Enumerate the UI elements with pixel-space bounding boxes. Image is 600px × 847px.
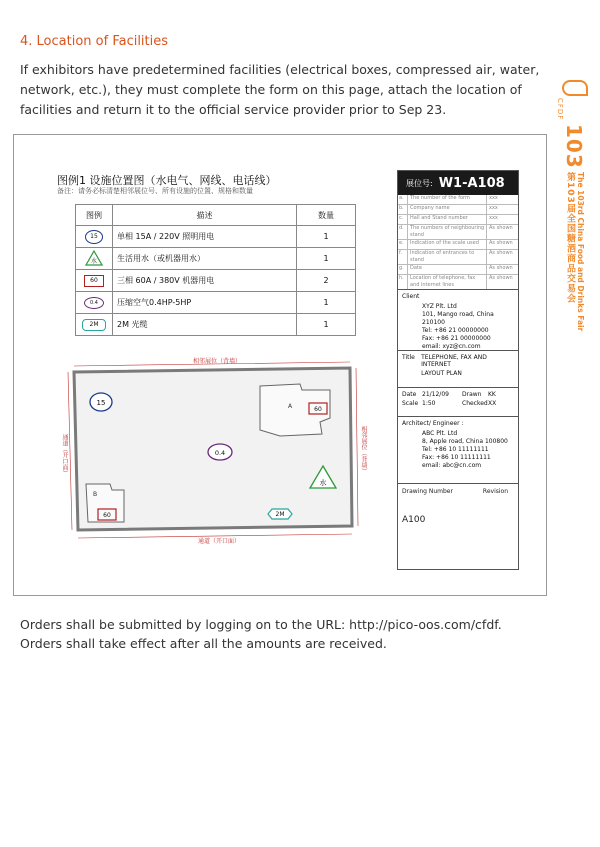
legend-qty: 1 bbox=[297, 292, 356, 314]
tb-row: a. The number of the form xxx bbox=[398, 195, 518, 205]
tb-row: f. Indication of entrances to stand As shown bbox=[398, 250, 518, 265]
legend-row bbox=[76, 314, 356, 336]
lighting-power-icon: 15 bbox=[85, 230, 103, 244]
booth-number-header bbox=[398, 171, 518, 195]
drawing-number-value: A100 bbox=[402, 515, 426, 525]
plan-left-label: 通道（开口面） bbox=[61, 434, 68, 476]
client-line: email: xyz@cn.com bbox=[422, 343, 481, 350]
plan-top-label: 相邻展位（背墙） bbox=[193, 358, 242, 365]
legend-row bbox=[76, 226, 356, 248]
zone-a-label: A bbox=[288, 403, 293, 410]
legend-desc: 单相 15A / 220V 照明用电 bbox=[113, 226, 297, 248]
footer-notes bbox=[20, 615, 502, 653]
legend-header-row bbox=[76, 205, 356, 226]
date-label: Date bbox=[402, 391, 417, 398]
zone-b-label: B bbox=[93, 491, 98, 498]
drawn-label: Drawn bbox=[462, 391, 482, 398]
legend-desc: 2M 光缆 bbox=[113, 314, 297, 336]
legend-row bbox=[76, 292, 356, 314]
title-section bbox=[398, 351, 518, 388]
title-label: Title bbox=[402, 354, 415, 361]
drawing-number-section bbox=[398, 484, 518, 499]
legend-row bbox=[76, 270, 356, 292]
tb-row: h. Location of telephone, fax and internet lines As shown bbox=[398, 275, 518, 290]
architect-section bbox=[398, 417, 518, 484]
architect-line: ABC Plt. Ltd bbox=[422, 430, 458, 437]
side-brand bbox=[556, 80, 592, 340]
legend-desc: 三相 60A / 380V 机器用电 bbox=[113, 270, 297, 292]
legend-qty: 2 bbox=[297, 270, 356, 292]
brand-fair-cn: 第103届全国糖酒商品交易会 bbox=[565, 172, 575, 304]
compressed-air-icon: 0.4 bbox=[84, 297, 104, 309]
tb-row: e. Indication of the scale used As shown bbox=[398, 240, 518, 250]
drawn-value: KK bbox=[488, 391, 496, 398]
plan-right-label: 相邻展位（背墙） bbox=[360, 426, 367, 474]
brand-logo-text: CFDF bbox=[556, 98, 564, 121]
title-line: TELEPHONE, FAX AND INTERNET bbox=[421, 354, 487, 368]
water-mark-label: 水 bbox=[319, 479, 327, 487]
water-icon-label: 水 bbox=[90, 257, 98, 265]
architect-line: 8, Apple road, China 100800 bbox=[422, 438, 508, 445]
legend-qty: 1 bbox=[297, 226, 356, 248]
fiber-cable-mark-label: 2M bbox=[275, 511, 285, 518]
brand-fair-en: The 103rd China Food and Drinks Fair bbox=[576, 172, 585, 332]
client-line: XYZ Plt. Ltd bbox=[422, 303, 457, 310]
client-line: Tel: +86 21 00000000 bbox=[422, 327, 489, 334]
revision-label: Revision bbox=[482, 488, 508, 495]
client-section bbox=[398, 290, 518, 351]
legend-qty: 1 bbox=[297, 314, 356, 336]
booth-number-label: 展位号: bbox=[406, 178, 433, 188]
scale-label: Scale bbox=[402, 400, 419, 407]
machine-power-mark-label: 60 bbox=[314, 406, 322, 413]
compressed-air-mark-label: 0.4 bbox=[214, 449, 226, 457]
checked-value: XX bbox=[488, 400, 497, 407]
legend-header-symbol: 图例 bbox=[76, 205, 113, 226]
legend-row bbox=[76, 248, 356, 270]
cfdf-logo-icon bbox=[562, 80, 588, 96]
footer-line-2: Orders shall take effect after all the amounts are received. bbox=[20, 636, 387, 651]
machine-power-icon: 60 bbox=[84, 275, 104, 287]
legend-table bbox=[75, 204, 356, 336]
fiber-cable-icon: 2M bbox=[82, 319, 106, 331]
floor-plan bbox=[60, 356, 370, 546]
legend-header-qty: 数量 bbox=[297, 205, 356, 226]
legend-qty: 1 bbox=[297, 248, 356, 270]
client-label: Client bbox=[402, 293, 420, 300]
floor-plan-drawing bbox=[60, 356, 370, 546]
legend-header-desc: 描述 bbox=[113, 205, 297, 226]
figure-note: 备注：请务必标清楚相邻展位号、所有设施的位置、规格和数量 bbox=[57, 187, 253, 195]
title-line: LAYOUT PLAN bbox=[421, 370, 462, 377]
client-line: Fax: +86 21 00000000 bbox=[422, 335, 491, 342]
client-line: 101, Mango road, China 210100 bbox=[422, 311, 494, 326]
architect-line: Fax: +86 10 11111111 bbox=[422, 454, 491, 461]
footer-line-1: Orders shall be submitted by logging on to the URL: http://pico-oos.com/cfdf. bbox=[20, 617, 502, 632]
tb-row: g. Date As shown bbox=[398, 265, 518, 275]
checked-label: Checked bbox=[462, 400, 488, 407]
date-scale-section bbox=[398, 388, 518, 417]
tb-row: d. The numbers of neighbouring stand As shown bbox=[398, 225, 518, 240]
tb-row: c. Hall and Stand number xxx bbox=[398, 215, 518, 225]
brand-number: 103 bbox=[562, 124, 586, 169]
legend-desc: 生活用水（或机器用水） bbox=[113, 248, 297, 270]
scale-value: 1:50 bbox=[422, 400, 436, 407]
plan-bottom-label: 通道（开口面） bbox=[198, 538, 241, 545]
section-title: 4. Location of Facilities bbox=[20, 34, 169, 49]
machine-power-mark-label: 60 bbox=[103, 512, 111, 519]
lighting-power-mark-label: 15 bbox=[96, 399, 106, 407]
legend-desc: 压缩空气0.4HP-5HP bbox=[113, 292, 297, 314]
date-value: 21/12/09 bbox=[422, 391, 449, 398]
drawing-title-block bbox=[397, 170, 519, 570]
figure-title: 图例1 设施位置图（水电气、网线、电话线） bbox=[57, 174, 277, 187]
intro-paragraph: If exhibitors have predetermined facilities (electrical boxes, compressed air, water, network, etc.), they must complete the form on this page, attach the location of facilities and return it to the official service provider prior to Sep 23. bbox=[20, 62, 540, 117]
tb-row: b. Company name xxx bbox=[398, 205, 518, 215]
drawing-number-label: Drawing Number bbox=[402, 488, 453, 495]
water-icon bbox=[85, 250, 103, 266]
booth-number-value: W1-A108 bbox=[438, 175, 505, 191]
architect-line: email: abc@cn.com bbox=[422, 462, 482, 469]
architect-line: Tel: +86 10 11111111 bbox=[422, 446, 489, 453]
architect-label: Architect/ Engineer : bbox=[402, 420, 464, 427]
